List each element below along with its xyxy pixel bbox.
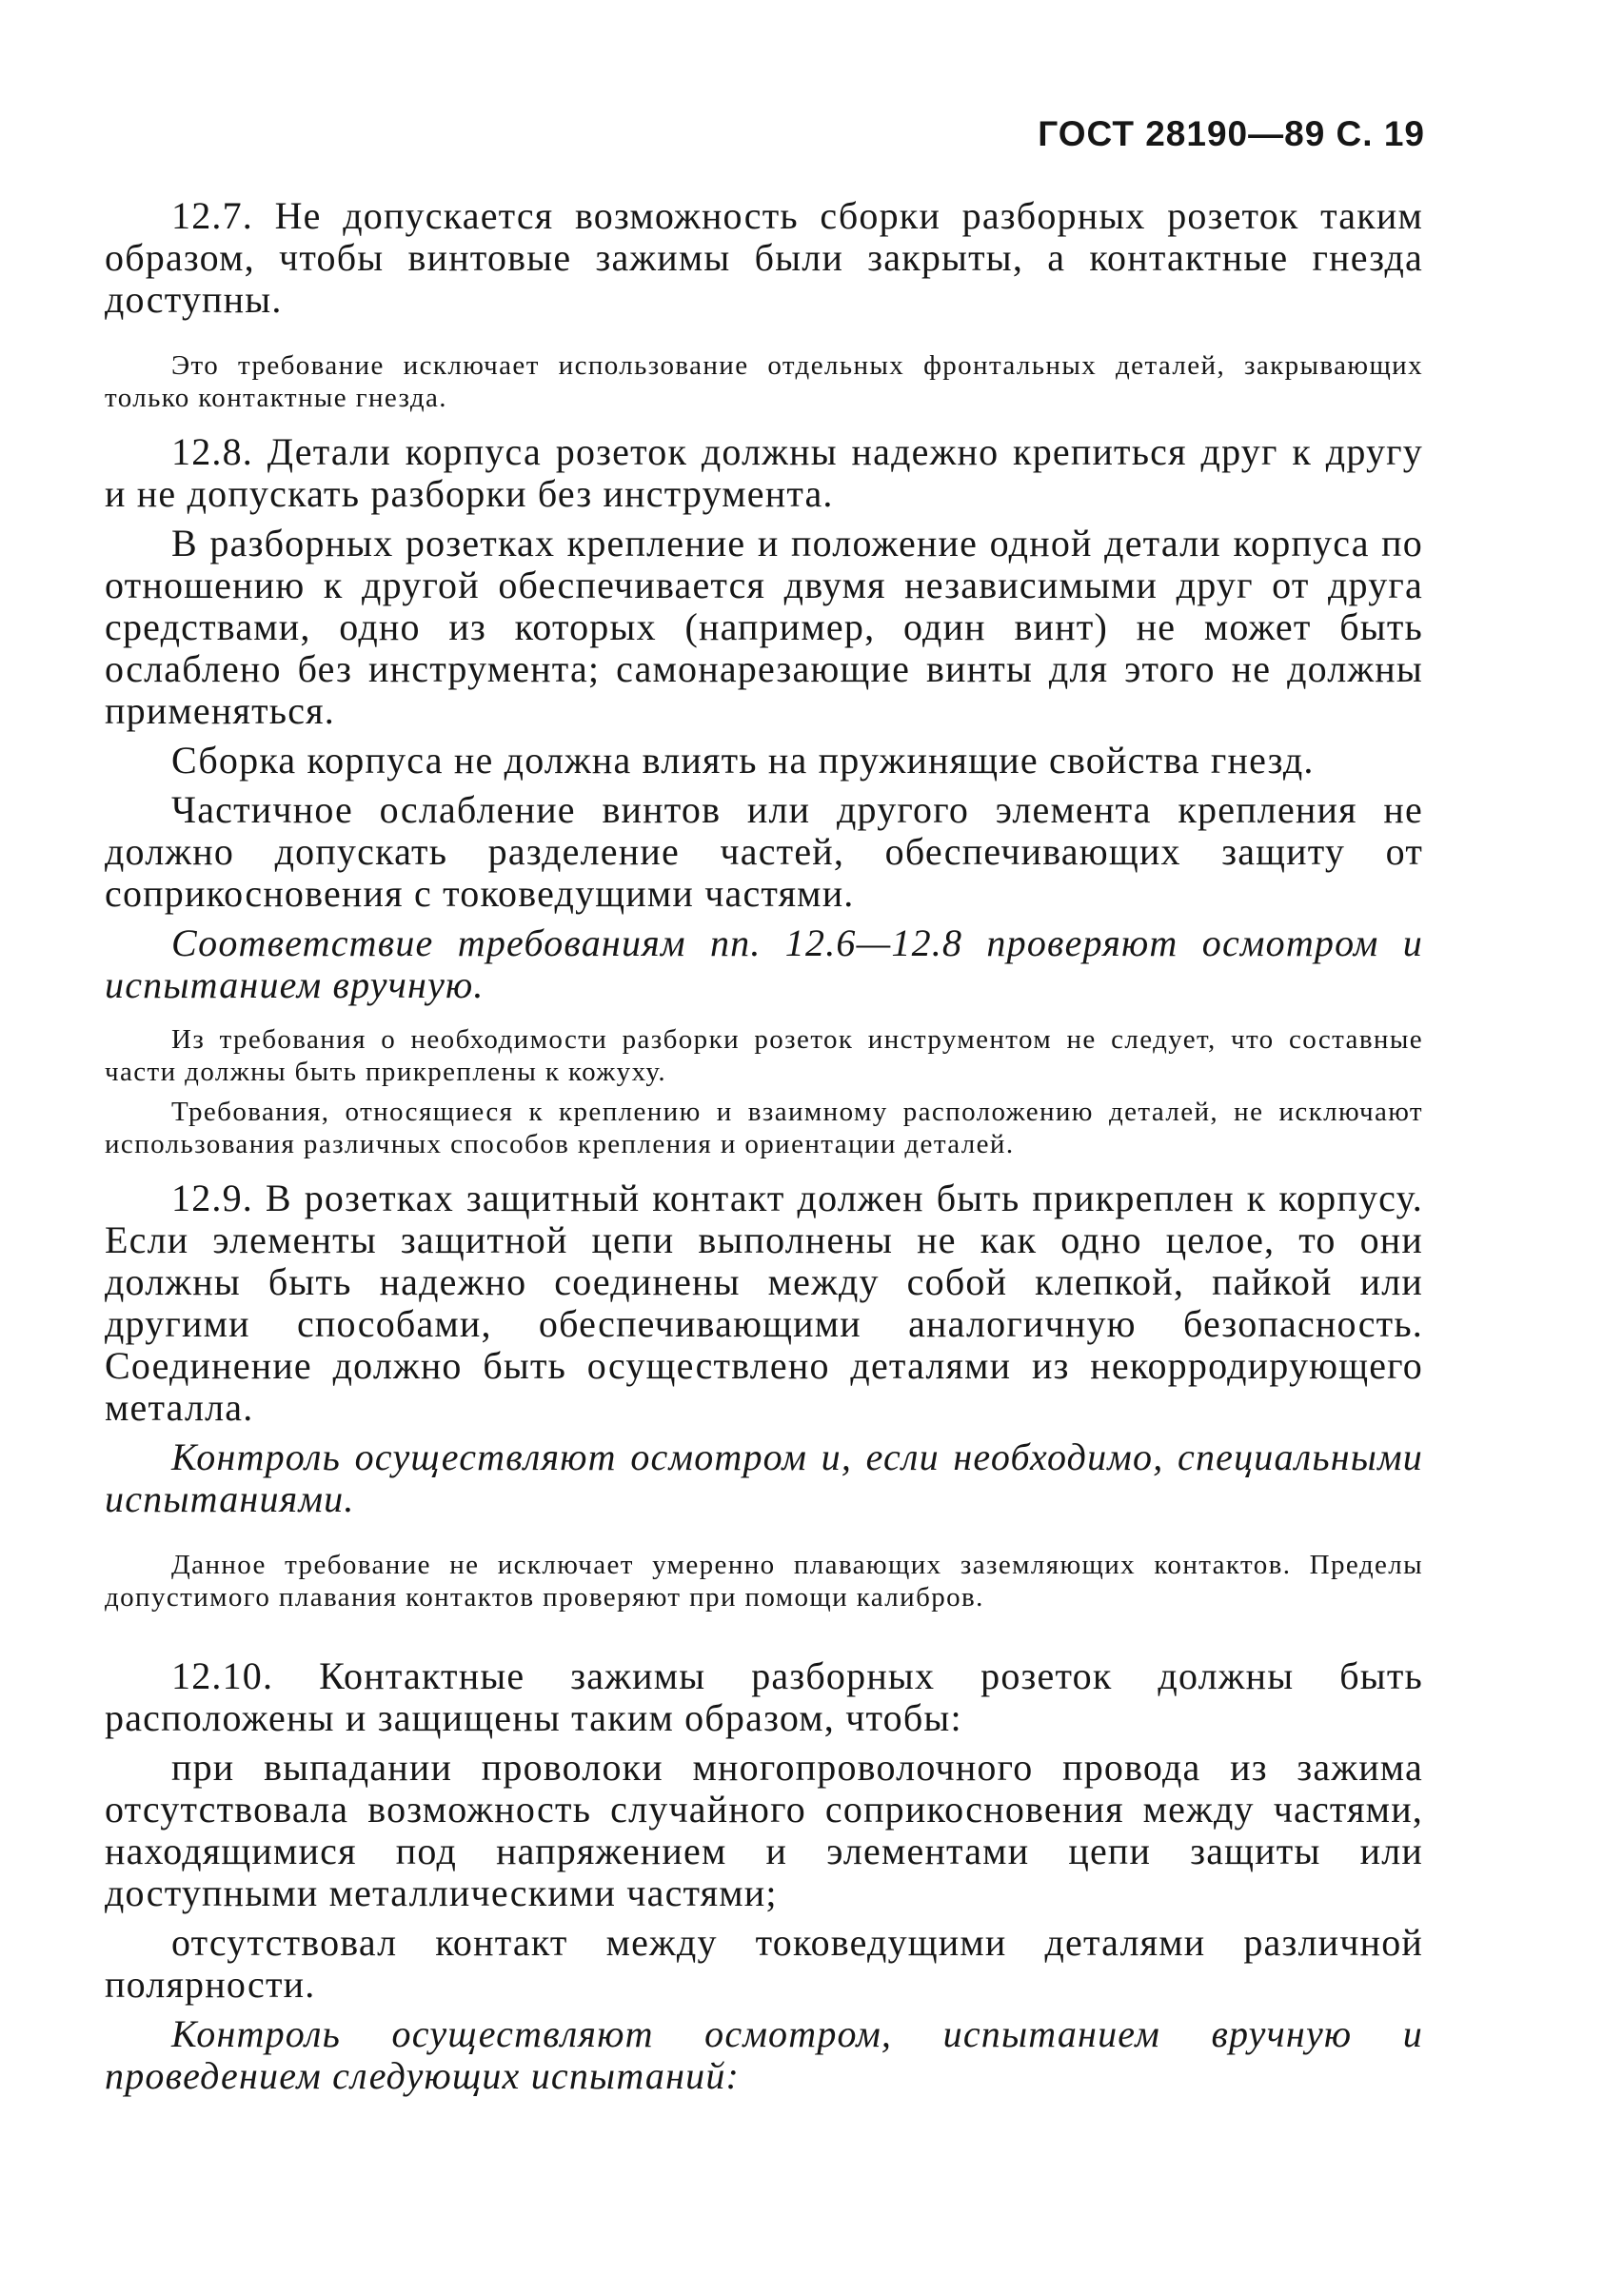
clause-12-10-item-2: отсутствовал контакт между токоведущими деталями различной полярности. — [105, 1921, 1423, 2006]
page-body — [105, 195, 1423, 2097]
clause-12-10-verification: Контроль осуществляют осмотром, испытанием вручную и проведением следующих испытаний: — [105, 2012, 1423, 2097]
clause-12-10-item-1: при выпадании проволоки многопроволочного провода из зажима отсутствовала возможность случайного соприкосновения между частями, находящимися под напряжением и элементами цепи защиты или доступными металлическими частями; — [105, 1746, 1423, 1914]
running-head: ГОСТ 28190—89 С. 19 — [1038, 114, 1425, 153]
clause-12-8-verification: Соответствие требованиям пп. 12.6—12.8 проверяют осмотром и испытанием вручную. — [105, 921, 1423, 1006]
note-12-8-b: Требования, относящиеся к креплению и взаимному расположению деталей, не исключают использования различных способов крепления и ориентации деталей. — [105, 1097, 1423, 1159]
note-12-7: Это требование исключает использование отдельных фронтальных деталей, закрывающих только контактные гнезда. — [105, 350, 1423, 413]
clause-12-8-paragraph-2: В разборных розетках крепление и положение одной детали корпуса по отношению к другой обеспечивается двумя независимыми друг от друга средствами, одно из которых (например, один винт) не может быть ослаблено без инструмента; самонарезающие винты для этого не должны применяться. — [105, 522, 1423, 732]
note-12-9: Данное требование не исключает умеренно плавающих заземляющих контактов. Пределы допустимого плавания контактов проверяют при помощи калибров. — [105, 1550, 1423, 1613]
clause-12-9-verification: Контроль осуществляют осмотром и, если необходимо, специальными испытаниями. — [105, 1435, 1423, 1520]
note-12-8-a: Из требования о необходимости разборки розеток инструментом не следует, что составные части должны быть прикреплены к кожуху. — [105, 1024, 1423, 1087]
clause-12-8-paragraph-4: Частичное ослабление винтов или другого элемента крепления не должно допускать разделение частей, обеспечивающих защиту от соприкосновения с токоведущими частями. — [105, 788, 1423, 915]
clause-12-7: 12.7. Не допускается возможность сборки разборных розеток таким образом, чтобы винтовые зажимы были закрыты, а контактные гнезда доступны. — [105, 194, 1423, 321]
clause-12-10: 12.10. Контактные зажимы разборных розеток должны быть расположены и защищены таким образом, чтобы: — [105, 1654, 1423, 1739]
clause-12-9: 12.9. В розетках защитный контакт должен быть прикреплен к корпусу. Если элементы защитной цепи выполнены не как одно целое, то они должны быть надежно соединены между собой клепкой, пайкой или другими способами, обеспечивающими аналогичную безопасность. Соединение должно быть осуществлено деталями из некорродирующего металла. — [105, 1177, 1423, 1429]
clause-12-8: 12.8. Детали корпуса розеток должны надежно крепиться друг к другу и не допускать разборки без инструмента. — [105, 430, 1423, 515]
clause-12-8-paragraph-3: Сборка корпуса не должна влиять на пружинящие свойства гнезд. — [171, 739, 1315, 782]
